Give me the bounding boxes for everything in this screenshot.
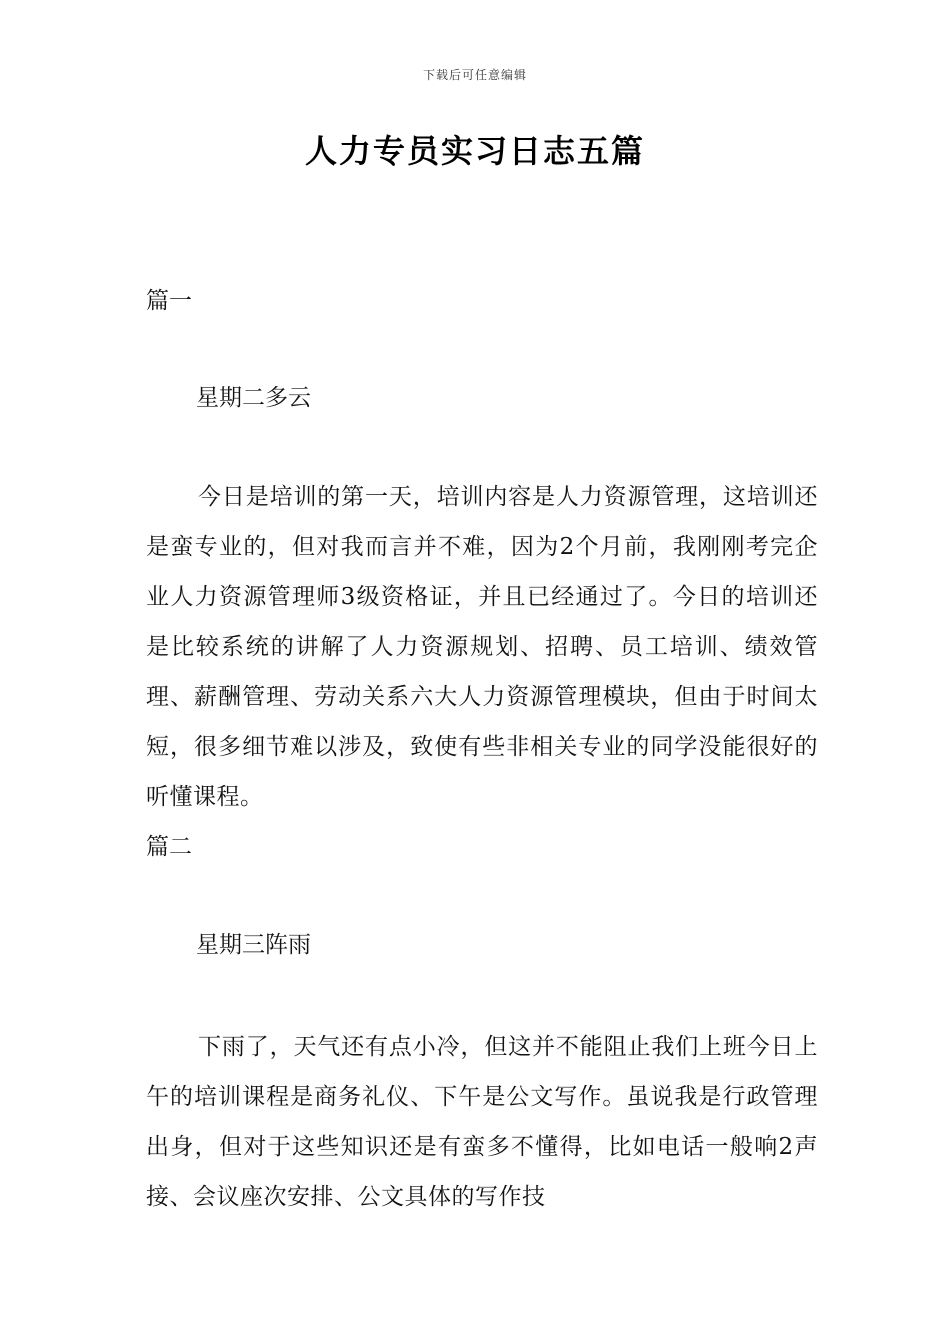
section-heading-1: 篇一 — [146, 288, 192, 314]
weather-line-1: 星期二多云 — [196, 385, 311, 411]
paragraph-1: 今日是培训的第一天，培训内容是人力资源管理，这培训还是蛮专业的，但对我而言并不难，因为2个月前，我刚刚考完企业人力资源管理师3级资格证，并且已经通过了。今日的培训还是比较系统的讲解了人力资源规划、招聘、员工培训、绩效管理、薪酬管理、劳动关系六大人力资源管理模块，但由于时间太短，很多细节难以涉及，致使有些非相关专业的同学没能很好的听懂课程。 — [146, 484, 818, 810]
paragraph-2: 下雨了，天气还有点小冷，但这并不能阻止我们上班今日上午的培训课程是商务礼仪、下午是公文写作。虽说我是行政管理出身，但对于这些知识还是有蛮多不懂得，比如电话一般响2声接、会议座次安排、公文具体的写作技 — [146, 1034, 818, 1210]
section-heading-2: 篇二 — [146, 834, 192, 860]
document-title: 人力专员实习日志五篇 — [304, 132, 645, 170]
weather-line-2: 星期三阵雨 — [196, 932, 311, 958]
header-note: 下载后可任意编辑 — [422, 68, 527, 82]
